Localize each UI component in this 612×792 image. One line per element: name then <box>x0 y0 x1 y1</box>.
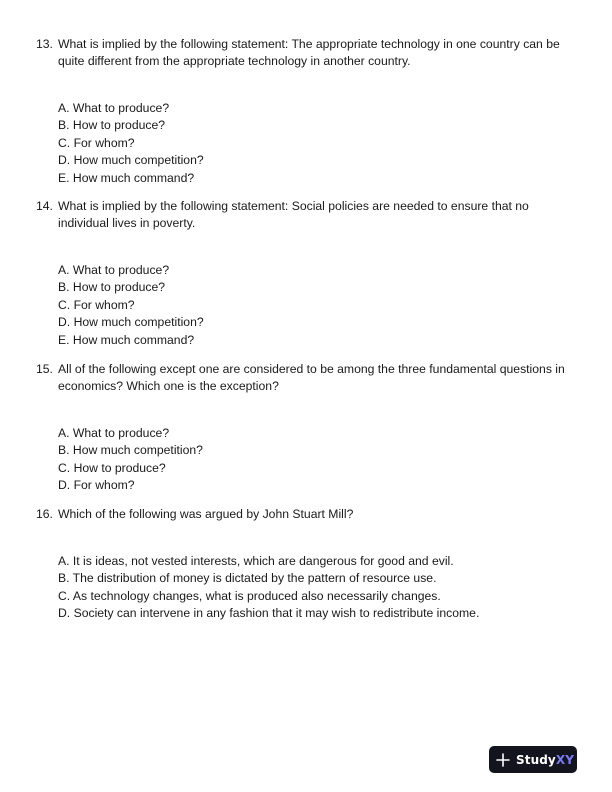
brand-name <box>516 753 574 767</box>
answer-option-c: C. As technology changes, what is produced also necessarily changes. <box>58 588 441 603</box>
answer-options <box>36 100 580 187</box>
question-number: 15. <box>36 362 53 376</box>
question-number: 16. <box>36 507 53 521</box>
answer-options <box>36 553 580 623</box>
answer-option-d: D. For whom? <box>58 478 135 493</box>
brand-name-part2: XY <box>555 752 574 767</box>
answer-option-e: E. How much command? <box>58 332 195 347</box>
answer-option-d: D. How much competition? <box>58 153 204 168</box>
question-16 <box>36 506 580 623</box>
question-15 <box>36 361 580 495</box>
answer-option-b: B. How much competition? <box>58 443 203 458</box>
question-13 <box>36 36 580 187</box>
question-header <box>36 506 580 523</box>
question-number: 14. <box>36 199 53 213</box>
question-text: What is implied by the following statement: The appropriate technology in one country can be quite different from the appropriate technology in another country. <box>58 37 560 68</box>
question-header <box>36 198 580 232</box>
answer-option-a: A. What to produce? <box>58 101 170 115</box>
answer-option-b: B. How to produce? <box>58 280 166 295</box>
answer-options <box>36 425 580 495</box>
answer-option-c: C. For whom? <box>58 297 135 312</box>
answer-option-c: C. For whom? <box>58 135 135 150</box>
question-header <box>36 36 580 70</box>
answer-option-d: D. Society can intervene in any fashion that it may wish to redistribute income. <box>58 606 480 621</box>
question-number: 13. <box>36 37 53 51</box>
question-text: All of the following except one are considered to be among the three fundamental questions in economics? Which one is the exception? <box>58 362 565 393</box>
answer-option-e: E. How much command? <box>58 170 195 185</box>
answer-option-c: C. How to produce? <box>58 460 166 475</box>
plus-icon <box>496 753 510 767</box>
studyxy-badge[interactable] <box>489 746 577 773</box>
question-header <box>36 361 580 395</box>
answer-option-a: A. What to produce? <box>58 426 170 440</box>
answer-option-b: B. How to produce? <box>58 118 166 133</box>
answer-option-d: D. How much competition? <box>58 315 204 330</box>
answer-options <box>36 262 580 349</box>
question-text: What is implied by the following statement: Social policies are needed to ensure that no individual lives in poverty. <box>58 199 529 230</box>
brand-name-part1: Study <box>516 752 556 767</box>
question-text: Which of the following was argued by John Stuart Mill? <box>58 507 354 521</box>
question-14 <box>36 198 580 349</box>
answer-option-a: A. What to produce? <box>58 263 170 277</box>
answer-option-b: B. The distribution of money is dictated by the pattern of resource use. <box>58 571 437 586</box>
answer-option-a: A. It is ideas, not vested interests, which are dangerous for good and evil. <box>58 554 454 568</box>
